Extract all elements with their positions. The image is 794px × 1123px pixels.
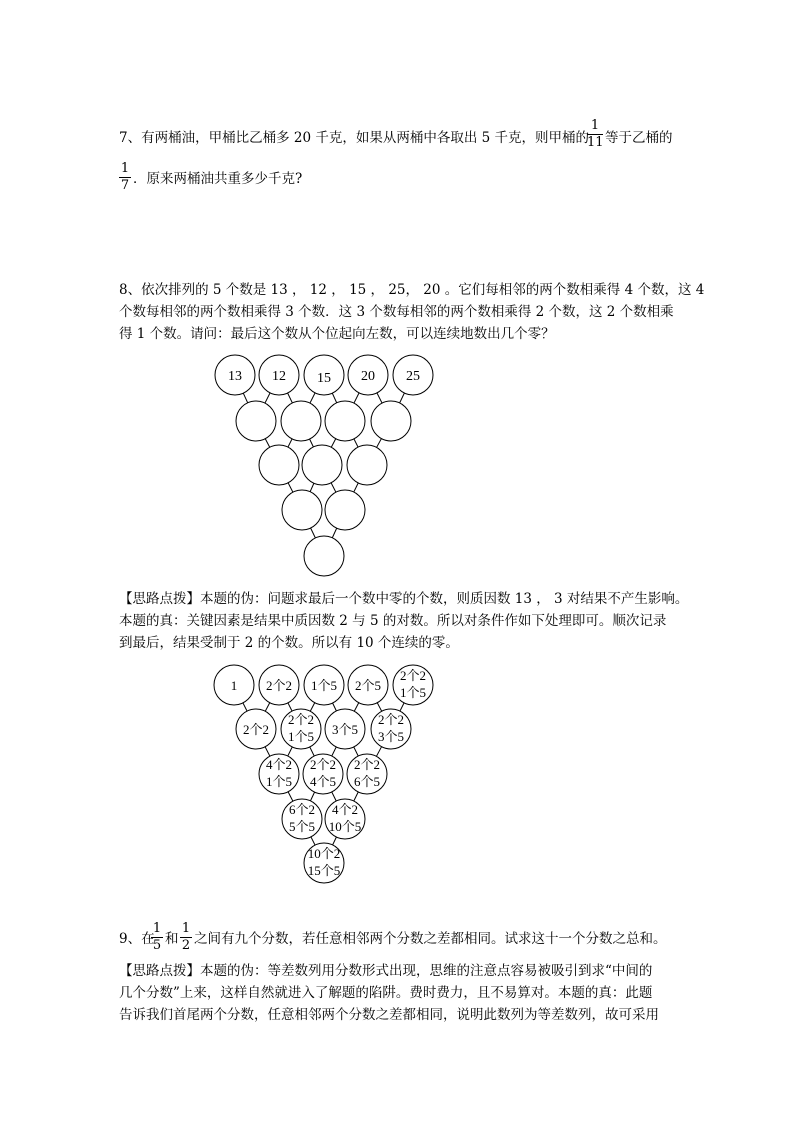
tree2-node-label: 2个5: [354, 678, 382, 693]
tree2-node-label: 4个2: [265, 757, 293, 772]
tree2-node-label: 2个2: [377, 712, 405, 727]
q9-line1-a: 9、在: [119, 931, 155, 947]
q9-frac1-numerator: 1: [152, 921, 162, 936]
q8-line2: 个数每相邻的两个数相乘得 3 个数．这 3 个数每相邻的两个数相乘得 2 个数，这 2 个数相乘: [119, 304, 674, 320]
tree1-top-value: 13: [228, 369, 242, 384]
tree2-node-label: 1个5: [287, 729, 315, 744]
q8-hint-line3: 到最后，结果受制于 2 的个数。所以有 10 个连续的零。: [119, 635, 459, 651]
q7-frac2-denominator: 7: [120, 178, 130, 193]
q7-frac2-numerator: 1: [120, 161, 130, 176]
tree1-node: [347, 445, 387, 485]
q9-line1-b: 和: [165, 931, 179, 947]
tree2-node-label: 2个2: [242, 722, 270, 737]
q9-fraction-2: [180, 922, 192, 953]
tree2-node-label: 10个5: [328, 819, 362, 834]
tree1-top-value: 15: [317, 371, 331, 386]
tree1-node: [371, 401, 411, 441]
q9-fraction-1: [151, 922, 163, 953]
tree2-node-label: 6个2: [288, 802, 316, 817]
q8-line1: 8、依次排列的 5 个数是 13 ， 12 ， 15 ， 25， 20 。它们每相邻的两个数相乘得 4 个数，这 4: [119, 282, 705, 298]
tree2-node-label: 4个2: [331, 802, 359, 817]
tree2-node-label: 6个5: [353, 774, 381, 789]
q9-frac2-denominator: 2: [181, 938, 191, 953]
q7-line2: ．原来两桶油共重多少千克?: [133, 171, 303, 187]
tree1-node: [281, 401, 321, 441]
tree1-top-value: 20: [361, 369, 375, 384]
tree1-top-value: 12: [272, 369, 286, 384]
tree1-node: [236, 401, 276, 441]
tree2-node-label: 15个5: [307, 863, 341, 878]
q9-hint-line1: 【思路点拨】本题的伪：等差数列用分数形式出现，思维的注意点容易被吸引到求“中间的: [119, 963, 653, 979]
q8-hint-line2: 本题的真：关键因素是结果中质因数 2 与 5 的对数。所以对条件作如下处理即可。顺次记录: [119, 613, 667, 629]
q9-line1-c: 之间有九个分数，若任意相邻两个分数之差都相同。试求这十一个分数之总和。: [194, 931, 667, 947]
tree2-node-label: 2个2: [287, 712, 315, 727]
tree1-node: [259, 445, 299, 485]
tree2-node-label: 5个5: [288, 819, 316, 834]
q8-line3: 得 1 个数。请问：最后这个数从个位起向左数，可以连续地数出几个零？: [119, 326, 555, 342]
q7-line1-a: 7、有两桶油，甲桶比乙桶多 20 千克，如果从两桶中各取出 5 千克，则甲桶的: [119, 130, 590, 146]
q7-frac1-denominator: 11: [587, 135, 604, 150]
tree2-node-label: 1个5: [310, 678, 338, 693]
q8-hint-line1: 【思路点拨】本题的伪：问题求最后一个数中零的个数，则质因数 13 ， 3 对结果不产生影响。: [119, 591, 689, 607]
q9-frac2-numerator: 1: [181, 921, 191, 936]
tree1-node: [302, 445, 342, 485]
tree2-node-label: 1个5: [265, 774, 293, 789]
q9-hint-line2: 几个分数”上来，这样自然就进入了解题的陷阱。费时费力，且不易算对。本题的真：此题: [119, 985, 653, 1001]
q9-hint-line3: 告诉我们首尾两个分数，任意相邻两个分数之差都相同，说明此数列为等差数列，故可采用: [119, 1007, 659, 1023]
tree2-node-label: 2个2: [399, 668, 427, 683]
q7-frac1-numerator: 1: [590, 118, 600, 133]
tree1-node: [325, 401, 365, 441]
tree2-node-label: 1: [230, 678, 238, 693]
tree2-node-label: 10个2: [307, 846, 341, 861]
tree1-node: [325, 490, 365, 530]
tree2-node-label: 2个2: [265, 678, 293, 693]
tree1-top-value: 25: [406, 369, 420, 384]
tree2-node-label: 1个5: [399, 685, 427, 700]
tree2-node-label: 3个5: [331, 722, 359, 737]
q7-line1-b: 等于乙桶的: [605, 130, 673, 146]
tree2-node-label: 4个5: [309, 774, 337, 789]
tree1-node: [304, 536, 344, 576]
tree1-node: [282, 490, 322, 530]
tree2-node-label: 2个2: [353, 757, 381, 772]
tree2-node-label: 2个2: [309, 757, 337, 772]
tree2-node-label: 3个5: [377, 729, 405, 744]
q9-frac1-denominator: 5: [152, 938, 162, 953]
